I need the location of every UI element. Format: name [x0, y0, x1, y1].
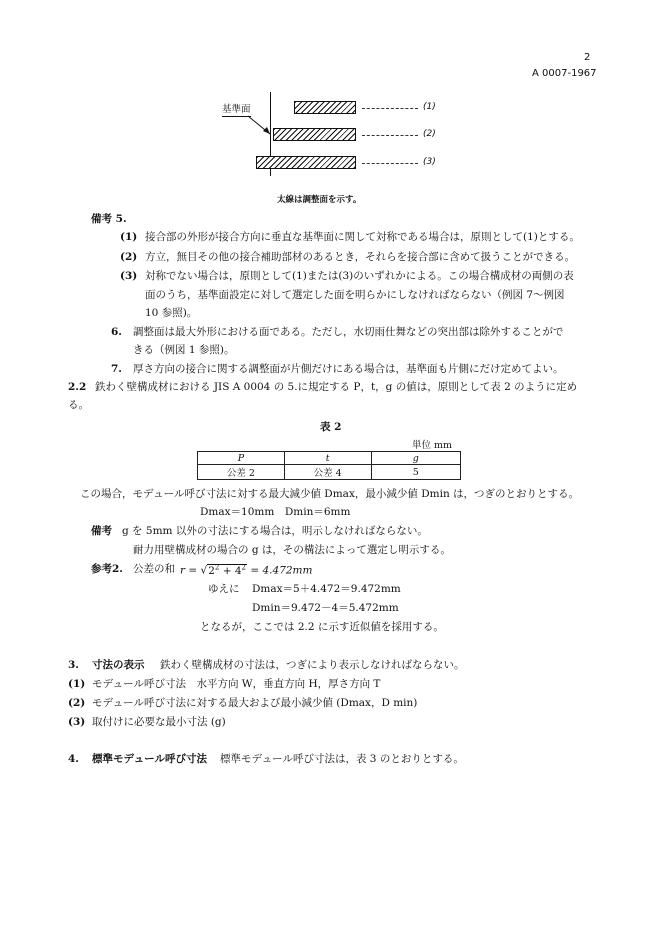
- section22-line1: 鉄わく壁構成材における JIS A 0004 の 5.に規定する P，t，g の値は，原則として表 2 のように定め: [95, 381, 578, 393]
- sanko-formula-prefix: 公差の和: [133, 563, 175, 575]
- note6-line2: きる（例図 1 参照)。: [133, 344, 235, 356]
- note5-item1-text: 接合部の外形が接合方向に垂直な基準面に関して対称である場合は，原則として(1)とする。: [145, 231, 580, 243]
- figure-caption: 太線は調整面を示す。: [277, 195, 362, 205]
- table2-header-t: t: [284, 452, 371, 465]
- sanko-yueni: ゆえに: [208, 583, 240, 595]
- table-row: [198, 465, 461, 480]
- sanko-conclusion: となるが，ここでは 2.2 に示す近似値を採用する。: [200, 621, 444, 633]
- note6-line1: 調整面は最大外形における面である。ただし，水切雨仕舞などの突出部は除外することがで: [133, 326, 564, 338]
- table2-header-g: g: [371, 452, 460, 465]
- table2-cell-p: 公差 2: [198, 465, 285, 480]
- section3-item1-num: (1): [68, 678, 86, 690]
- standard-id: A 0007-1967: [532, 68, 597, 79]
- note6-num: 6.: [111, 326, 122, 338]
- section3-item2-num: (2): [68, 697, 86, 709]
- section22-num: 2.2: [68, 381, 87, 393]
- sanko-formula: [180, 560, 312, 578]
- after-table-line1: この場合，モデュール呼び寸法に対する最大減少値 Dmax，最小減少値 Dmin は，つぎのとおりとする。: [80, 488, 580, 500]
- sqrt-radicand: $2^2 + 4^2$: [208, 563, 247, 577]
- dash-line-3: [362, 163, 418, 164]
- table2-cell-g: 5: [371, 465, 460, 480]
- note5-item3-line1: 対称でない場合は，原則として(1)または(3)のいずれかによる。この場合構成材の両側の表: [145, 270, 574, 282]
- section3-num: 3.: [68, 659, 79, 671]
- hatched-member-2: [273, 128, 356, 141]
- formula-r: r: [180, 564, 186, 577]
- reference-arrow: [246, 114, 276, 138]
- table2: [197, 451, 461, 480]
- section3-item2-text: モデュール呼び寸法に対する最大および最小減少値 (Dmax，D min): [92, 697, 418, 709]
- section3-intro: 鉄わく壁構成材の寸法は，つぎにより表示しなければならない。: [160, 659, 465, 671]
- figure-label-3: (3): [423, 157, 436, 167]
- section3-item3-num: (3): [68, 716, 86, 728]
- section4-num: 4.: [68, 753, 79, 765]
- sanko-dmin-calc: Dmin＝9.472－4＝5.472mm: [252, 602, 399, 614]
- figure-label-2: (2): [423, 129, 436, 139]
- table2-header-p: P: [198, 452, 285, 465]
- note7-text: 厚さ方向の接合に関する調整面が片側だけにある場合は，基準面も片側にだけ定めてよい。: [133, 363, 564, 375]
- after-table-values: Dmax＝10mm Dmin＝6mm: [200, 506, 351, 518]
- note5-item3-line3: 10 参照)。: [145, 307, 198, 319]
- reference-plane-label: 基準面: [222, 104, 251, 115]
- section4-title: 標準モデュール呼び寸法: [92, 753, 207, 765]
- dash-line-2: [362, 135, 418, 136]
- section3-title: 寸法の表示: [92, 659, 145, 671]
- page-number: 2: [584, 52, 591, 63]
- hatched-member-3: [256, 156, 356, 169]
- note5-title: 備考 5.: [91, 213, 127, 225]
- note5-item2-text: 方立，無目その他の接合補助部材のあるとき，それらを接合部に含めて扱うことができる。: [145, 251, 576, 263]
- note5-item3-num: (3): [120, 270, 138, 282]
- sanko-title: 参考2.: [91, 563, 123, 575]
- biko-line2: 耐力用壁構成材の場合の g は，その構法によって選定し明示する。: [133, 544, 451, 556]
- formula-equals: =: [188, 564, 198, 577]
- sanko-dmax-calc: Dmax＝5＋4.472＝9.472mm: [252, 583, 401, 595]
- table2-title: 表 2: [320, 421, 342, 433]
- table-row: [198, 452, 461, 465]
- dash-line-1: [362, 108, 418, 109]
- table2-cell-t: 公差 4: [284, 465, 371, 480]
- figure-label-1: (1): [423, 102, 436, 112]
- hatched-member-1: [294, 101, 356, 114]
- biko-line1: g を 5mm 以外の寸法にする場合は，明示しなければならない。: [122, 525, 428, 537]
- formula-result: = 4.472mm: [250, 564, 313, 577]
- note5-item1-num: (1): [120, 231, 138, 243]
- section3-item1-text: モデュール呼び寸法 水平方向 W，垂直方向 H，厚さ方向 T: [92, 678, 381, 690]
- section3-item3-text: 取付けに必要な最小寸法 (g): [92, 716, 226, 728]
- note7-num: 7.: [111, 363, 122, 375]
- section4-text: 標準モデュール呼び寸法は，表 3 のとおりとする。: [220, 753, 464, 765]
- section22-line2: る。: [68, 399, 89, 411]
- sqrt-symbol: √: [200, 564, 208, 577]
- note5-item3-line2: 面のうち，基準面設定に対して選定した面を明らかにしなければならない（例図 7～例図: [145, 289, 565, 301]
- table2-unit: 単位 mm: [412, 440, 453, 451]
- note5-item2-num: (2): [120, 251, 138, 263]
- biko-title: 備考: [91, 525, 112, 537]
